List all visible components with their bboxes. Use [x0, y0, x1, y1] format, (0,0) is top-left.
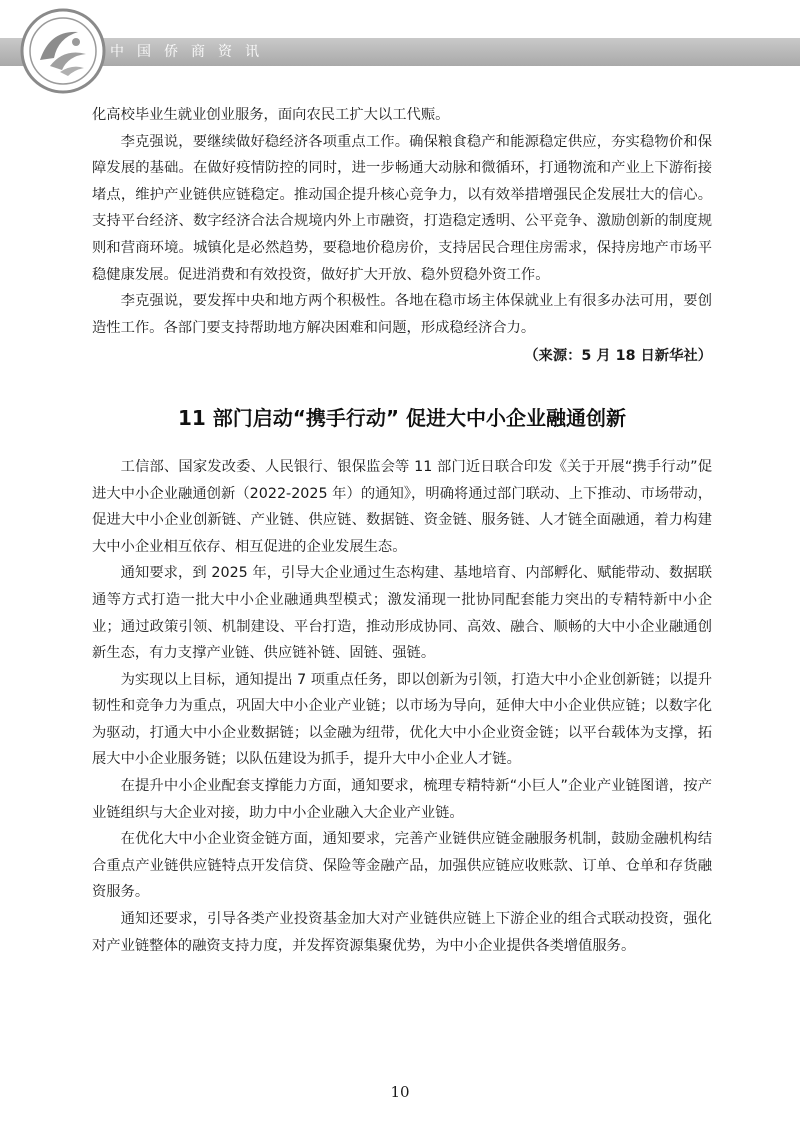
- paragraph: 为实现以上目标，通知提出 7 项重点任务，即以创新为引领，打造大中小企业创新链；以提升韧性和竞争力为重点，巩固大中小企业产业链；以市场为导向，延伸大中小企业供应链；以数字化为驱动，打通大中小企业数据链；以金融为纽带，优化大中小企业资金链；以平台载体为支撑，拓展大中小企业服务链；以队伍建设为抓手，提升大中小企业人才链。: [92, 671, 712, 768]
- header-title: 中国侨商资讯: [110, 44, 272, 60]
- paragraph: 李克强说，要发挥中央和地方两个积极性。各地在稳市场主体保就业上有很多办法可用，要创造性工作。各部门要支持帮助地方解决困难和问题，形成稳经济合力。: [92, 293, 712, 336]
- article-source: （来源：5 月 18 日新华社）: [524, 348, 712, 365]
- paragraph: 在优化大中小企业资金链方面，通知要求，完善产业链供应链金融服务机制，鼓励金融机构结合重点产业链供应链特点开发信贷、保险等金融产品，加强供应链应收账款、订单、仓单和存货融资服务。: [92, 831, 712, 901]
- paragraph: 化高校毕业生就业创业服务，面向农民工扩大以工代赈。: [92, 107, 450, 123]
- header-band: [0, 38, 800, 66]
- paragraph: 通知要求，到 2025 年，引导大企业通过生态构建、基地培育、内部孵化、赋能带动、数据联通等方式打造一批大中小企业融通典型模式；激发涌现一批协同配套能力突出的专精特新中小企业；通过政策引领、机制建设、平台打造，推动形成协同、高效、融合、顺畅的大中小企业融通创新生态，有力支撑产业链、供应链补链、固链、强链。: [92, 565, 712, 662]
- page-number: 10: [390, 1083, 410, 1101]
- page-content: [92, 102, 712, 959]
- logo-icon: [20, 8, 106, 94]
- paragraph: 在提升中小企业配套支撑能力方面，通知要求，梳理专精特新“小巨人”企业产业链图谱，按产业链组织与大企业对接，助力中小企业融入大企业产业链。: [92, 778, 712, 821]
- paragraph: 工信部、国家发改委、人民银行、银保监会等 11 部门近日联合印发《关于开展“携手行动”促进大中小企业融通创新（2022-2025 年）的通知》，明确将通过部门联动、上下推动、市场带动，促进大中小企业创新链、产业链、供应链、数据链、资金链、服务链、人才链全面融通，着力构建大中小企业相互依存、相互促进的企业发展生态。: [92, 458, 712, 555]
- paragraph: 通知还要求，引导各类产业投资基金加大对产业链供应链上下游企业的组合式联动投资，强化对产业链整体的融资支持力度，并发挥资源集聚优势，为中小企业提供各类增值服务。: [92, 911, 712, 954]
- article-title: 11 部门启动“携手行动” 促进大中小企业融通创新: [177, 405, 627, 430]
- paragraph: 李克强说，要继续做好稳经济各项重点工作。确保粮食稳产和能源稳定供应，夯实稳物价和保障发展的基础。在做好疫情防控的同时，进一步畅通大动脉和微循环，打通物流和产业上下游衔接堵点，维护产业链供应链稳定。推动国企提升核心竞争力，以有效举措增强民企发展壮大的信心。支持平台经济、数字经济合法合规境内外上市融资，打造稳定透明、公平竞争、激励创新的制度规则和营商环境。城镇化是必然趋势，要稳地价稳房价，支持居民合理住房需求，保持房地产市场平稳健康发展。促进消费和有效投资，做好扩大开放、稳外贸稳外资工作。: [92, 133, 712, 283]
